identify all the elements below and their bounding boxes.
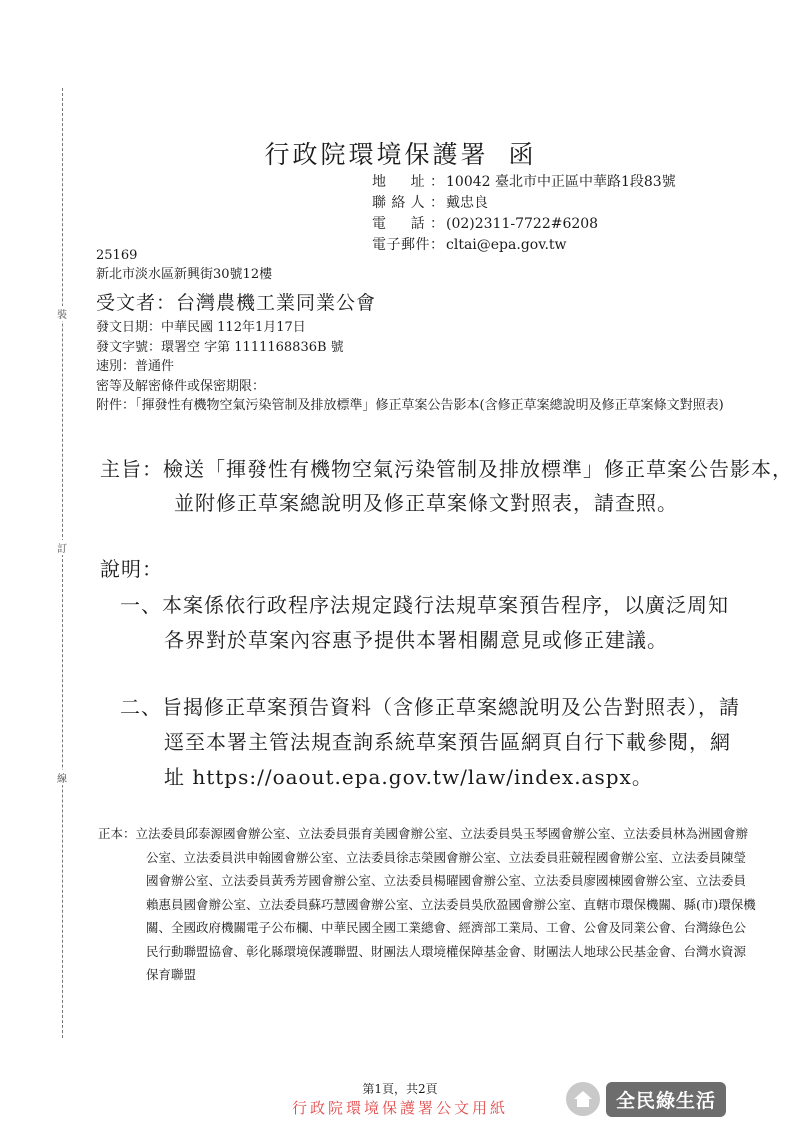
subject-text: 檢送「揮發性有機物空氣污染管制及排放標準」修正草案公告影本，並附修正草案總說明及修正草案條文對照表，請查照。 <box>163 457 793 515</box>
issue-date: 中華民國 112年1月17日 <box>161 320 306 335</box>
cc-text: 立法委員邱泰源國會辦公室、立法委員張育美國會辦公室、立法委員吳玉琴國會辦公室、立法委員林為洲國會辦公室、立法委員洪申翰國會辦公室、立法委員徐志榮國會辦公室、立法委員莊競程國會辦公室、立法委員陳瑩國會辦公室、立法委員黃秀芳國會辦公室、立法委員楊曜國會辦公室、立法委員廖國棟國會辦公室、立法委員賴惠員國會辦公室、立法委員蘇巧慧國會辦公室、立法委員吳欣盈國會辦公室、直轄市環保機關、縣(市)環保機關、全國政府機關電子公布欄、中華民國全國工業總會、經濟部工業局、工會、公會及同業公會、台灣綠色公民行動聯盟協會、彰化縣環境保護聯盟、財團法人環境權保障基金會、財團法人地球公民基金會、台灣水資源保育聯盟 <box>135 826 756 982</box>
contact-phone-row <box>372 214 676 235</box>
street-address: 新北市淡水區新興街30號12樓 <box>96 267 273 282</box>
attachment-text: 「揮發性有機物空氣污染管制及排放標準」修正草案公告影本(含修正草案總說明及修正草案條文對照表) <box>135 398 724 413</box>
binding-mark-ding: 訂 <box>54 540 70 555</box>
attachment-label: 附件： <box>96 398 136 413</box>
speed-label: 速別： <box>96 359 136 374</box>
contact-person-row <box>372 193 676 214</box>
description-label: 說明： <box>100 557 163 581</box>
contact-email: cltai@epa.gov.tw <box>446 237 567 253</box>
document-type: 函 <box>508 140 536 169</box>
document-title <box>0 135 800 171</box>
postal-code: 25169 <box>96 248 138 263</box>
doc-number-label: 發文字號： <box>96 339 162 355</box>
subject-label: 主旨： <box>100 457 163 481</box>
attachment-row <box>96 396 770 416</box>
doc-number-row <box>96 338 770 358</box>
house-icon <box>566 1082 600 1116</box>
document-meta <box>96 318 770 416</box>
watermark-text: 全民綠生活 <box>606 1082 726 1117</box>
item-number: 一、 <box>120 593 162 617</box>
item-text: 本案係依行政程序法規定踐行法規草案預告程序，以廣泛周知各界對於草案內容惠予提供本署相關意見或修正建議。 <box>162 593 729 652</box>
binding-line <box>62 88 63 1038</box>
page-number: 第1頁，共2頁 <box>362 1082 438 1096</box>
contact-label: 地 址： <box>372 174 444 190</box>
contact-phone: (02)2311-7722#6208 <box>446 216 599 232</box>
recipient-label: 受文者： <box>96 292 177 314</box>
binding-mark-xian: 線 <box>54 770 70 785</box>
issue-date-row <box>96 318 770 338</box>
recipient-mailing-address <box>96 246 272 284</box>
speed-row <box>96 357 770 377</box>
contact-label: 聯絡人： <box>372 195 444 211</box>
recipient-name: 台灣農機工業同業公會 <box>176 292 377 314</box>
speed-value: 普通件 <box>135 359 175 374</box>
subject <box>100 452 794 520</box>
contact-address-row <box>372 172 676 193</box>
contact-label: 電 話： <box>372 216 444 232</box>
secrecy-label: 密等及解密條件或保密期限： <box>96 378 266 394</box>
description-item-1 <box>120 588 744 658</box>
secrecy-row <box>96 377 770 397</box>
contact-label: 電子郵件： <box>372 237 444 253</box>
contact-block <box>372 172 676 256</box>
description-item-2 <box>120 690 744 795</box>
issuing-organization: 行政院環境保護署 <box>264 140 489 169</box>
cc-list <box>98 822 756 987</box>
cc-label: 正本： <box>98 826 136 841</box>
contact-person: 戴忠良 <box>446 195 488 211</box>
official-paper-label: 行政院環境保護署公文用紙 <box>291 1099 508 1117</box>
binding-mark-zhuang: 裝 <box>54 306 70 321</box>
watermark <box>566 1079 764 1119</box>
issue-date-label: 發文日期： <box>96 320 162 335</box>
item-text: 旨揭修正草案預告資料（含修正草案總說明及公告對照表），請逕至本署主管法規查詢系統草案預告區網頁自行下載參閱，網址 https://oaout.epa.gov.tw/law/index.aspx。 <box>162 695 740 789</box>
recipient <box>96 288 376 315</box>
doc-number: 環署空 字第 1111168836B 號 <box>161 339 344 355</box>
contact-email-row <box>372 235 676 256</box>
item-number: 二、 <box>120 695 162 719</box>
contact-address: 10042 臺北市中正區中華路1段83號 <box>446 174 676 190</box>
